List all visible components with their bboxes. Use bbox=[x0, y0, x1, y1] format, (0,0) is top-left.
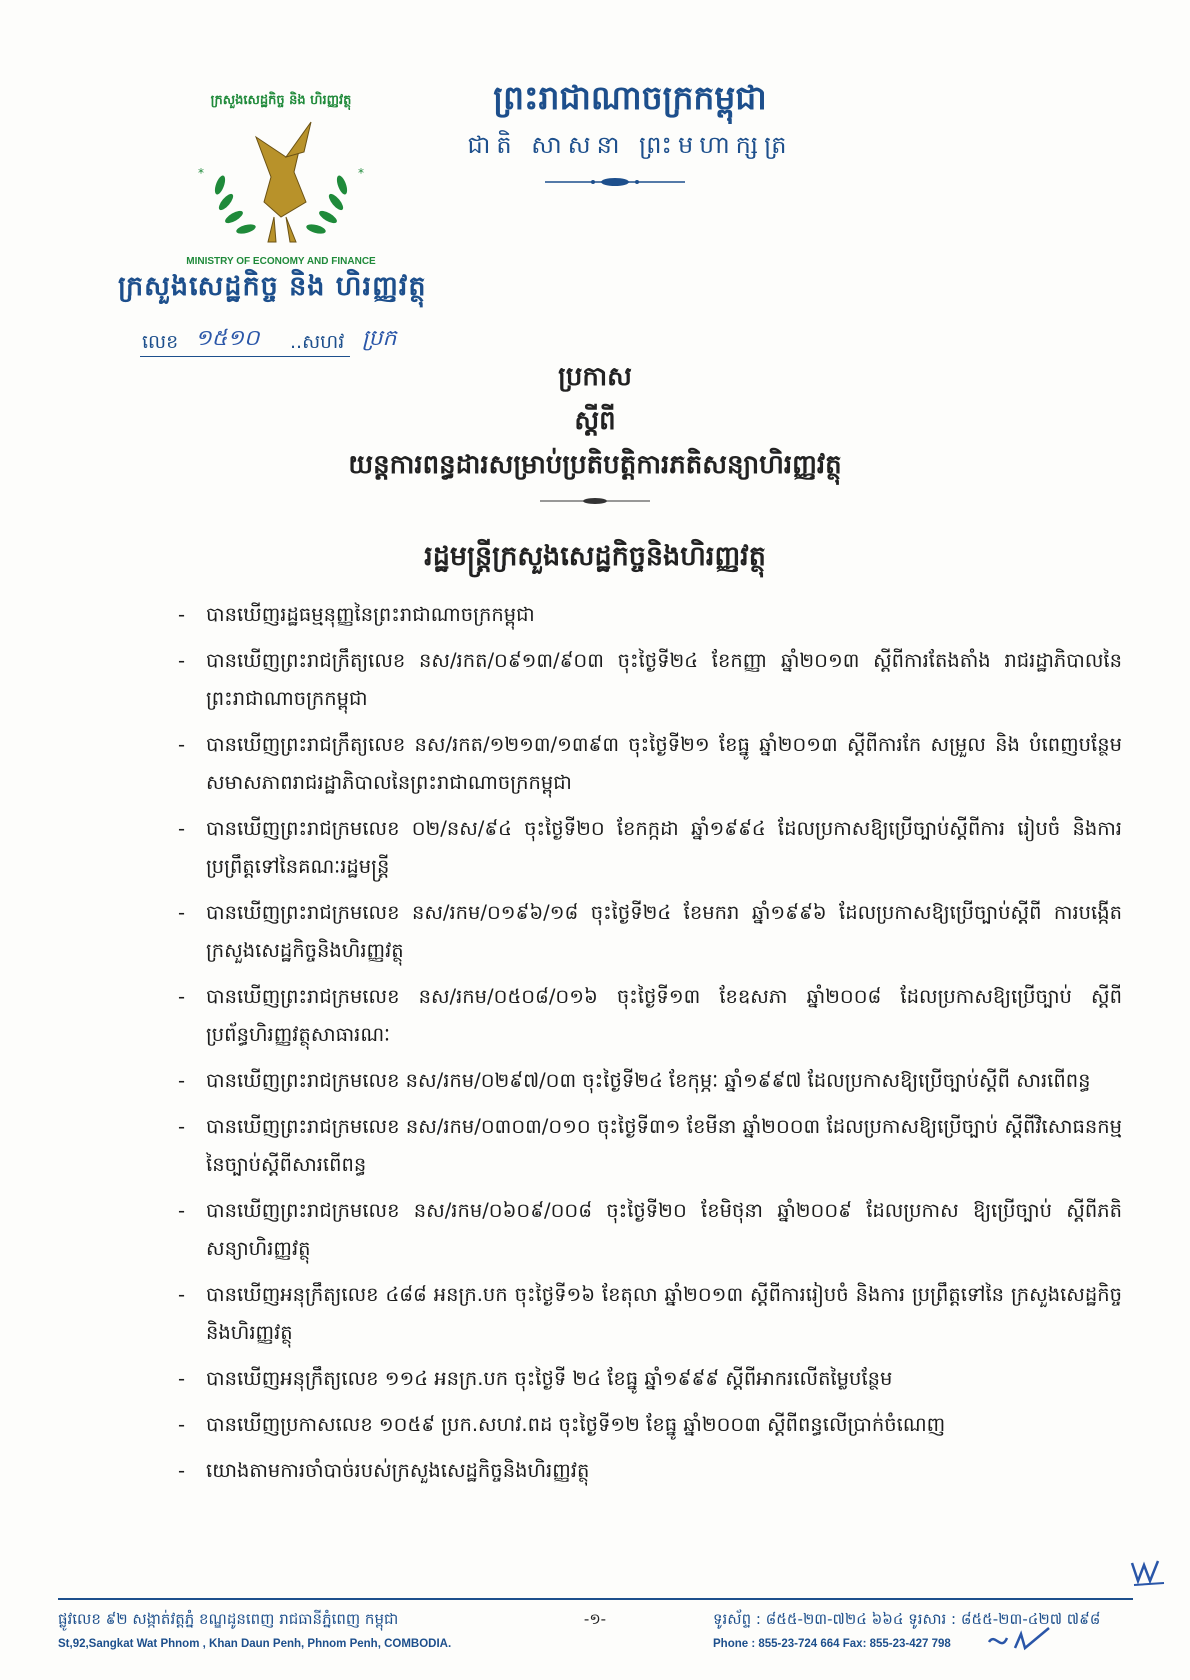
footer-address-en: St,92,Sangkat Wat Phnom , Khan Daun Penh, Phnom Penh, COMBODIA. bbox=[58, 1638, 452, 1650]
document-about: ស្តីពី bbox=[574, 406, 616, 436]
ministry-name: ក្រសួងសេដ្ឋកិច្ច និង ហិរញ្ញវត្ថុ bbox=[118, 271, 427, 302]
list-item: - បានឃើញព្រះរាជក្រមលេខ ០២/នស/៩៤ ចុះថ្ងៃទី២០ ខែកក្កដា ឆ្នាំ១៩៩៤ ដែលប្រកាសឱ្យប្រើច្បាប់ស្តីពីការ រៀបចំ និងការប្រព្រឹត្តទៅនៃគណៈរដ្ឋមន្ត្រី bbox=[178, 817, 1122, 878]
page-number: -១- bbox=[583, 1610, 607, 1628]
list-item: - បានឃើញអនុក្រឹត្យលេខ ១១៤ អនក្រ.បក ចុះថ្ងៃទី ២៤ ខែធ្នូ ឆ្នាំ១៩៩៩ ស្តីពីអាករលើតម្លៃបន្ថែម bbox=[178, 1367, 893, 1390]
handwritten-initial-icon bbox=[1128, 1555, 1168, 1589]
kingdom-title: ព្រះរាជាណាចក្រកម្ពុជា bbox=[493, 78, 767, 117]
list-item: - យោងតាមការចាំបាច់របស់ក្រសួងសេដ្ឋកិច្ចនិងហិរញ្ញវត្ថុ bbox=[178, 1459, 590, 1482]
minister-heading: រដ្ឋមន្ត្រីក្រសួងសេដ្ឋកិច្ចនិងហិរញ្ញវត្ថុ bbox=[424, 541, 766, 572]
svg-text:*: * bbox=[358, 166, 364, 180]
list-item: - បានឃើញរដ្ឋធម្មនុញ្ញនៃព្រះរាជាណាចក្រកម្ពុជា bbox=[178, 603, 535, 626]
list-item: - បានឃើញព្រះរាជក្រមលេខ នស/រកម/០៣០៣/០១០ ចុះថ្ងៃទី៣១ ខែមីនា ឆ្នាំ២០០៣ ដែលប្រកាសឱ្យប្រើច្បាប់ ស្តីពីវិសោធនកម្មនៃច្បាប់ស្តីពីសារពើពន្ធ bbox=[178, 1115, 1122, 1176]
emblem-ring-text-bottom: MINISTRY OF ECONOMY AND FINANCE bbox=[186, 256, 376, 267]
header-ornament-icon bbox=[545, 176, 685, 188]
list-item: - បានឃើញព្រះរាជក្រឹត្យលេខ នស/រកត/០៩១៣/៩០៣ ចុះថ្ងៃទី២៤ ខែកញ្ញា ឆ្នាំ២០១៣ ស្តីពីការតែងតាំង រាជរដ្ឋាភិបាលនៃព្រះរាជាណាចក្រកម្ពុជា bbox=[178, 649, 1122, 710]
legal-basis-list bbox=[172, 596, 1122, 1498]
reference-underline bbox=[140, 356, 350, 357]
footer-phone-en: Phone : 855-23-724 664 Fax: 855-23-427 798 bbox=[713, 1638, 951, 1650]
title-ornament-icon bbox=[540, 496, 650, 506]
ministry-emblem-icon bbox=[186, 82, 376, 272]
list-item: - បានឃើញព្រះរាជក្រមលេខ នស/រកម/០៥០៨/០១៦ ចុះថ្ងៃទី១៣ ខែឧសភា ឆ្នាំ២០០៨ ដែលប្រកាសឱ្យប្រើច្បាប់ ស្តីពីប្រព័ន្ធហិរញ្ញវត្ថុសាធារណៈ bbox=[178, 985, 1122, 1046]
list-item: - បានឃើញអនុក្រឹត្យលេខ ៤៨៨ អនក្រ.បក ចុះថ្ងៃទី១៦ ខែតុលា ឆ្នាំ២០១៣ ស្តីពីការរៀបចំ និងការ ប្រព្រឹត្តទៅនៃ ក្រសួងសេដ្ឋកិច្ចនិងហិរញ្ញវត្ថុ bbox=[178, 1283, 1122, 1344]
footer-address-kh: ផ្លូវលេខ ៩២ សង្កាត់វត្តភ្នំ ខណ្ឌដូនពេញ រាជធានីភ្នំពេញ កម្ពុជា bbox=[58, 1610, 399, 1628]
list-item: - បានឃើញប្រកាសលេខ ១០៥៩ ប្រក.សហវ.ពដ ចុះថ្ងៃទី១២ ខែធ្នូ ឆ្នាំ២០០៣ ស្តីពីពន្ធលើប្រាក់ចំណេញ bbox=[178, 1413, 946, 1436]
reference-number: ១៥១០ bbox=[195, 326, 260, 351]
reference-code: ប្រក bbox=[362, 326, 397, 351]
document-type-title: ប្រកាស bbox=[558, 362, 632, 392]
reference-number-line bbox=[140, 324, 440, 358]
reference-label: លេខ bbox=[142, 331, 179, 353]
footer-phone-kh: ទូរស័ព្ទ : ៨៥៥-២៣-៧២៤ ៦៦៤ ទូរសារ : ៨៥៥-២៣-៤២៧ ៧៩៨ bbox=[713, 1610, 1101, 1628]
list-item: - បានឃើញព្រះរាជក្រមលេខ នស/រកម/០១៩៦/១៨ ចុះថ្ងៃទី២៤ ខែមករា ឆ្នាំ១៩៩៦ ដែលប្រកាសឱ្យប្រើច្បាប់ស្តីពី ការបង្កើតក្រសួងសេដ្ឋកិច្ចនិងហិរញ្ញវត្ថុ bbox=[178, 901, 1122, 962]
list-item: - បានឃើញព្រះរាជក្រឹត្យលេខ នស/រកត/១២១៣/១៣៩៣ ចុះថ្ងៃទី២១ ខែធ្នូ ឆ្នាំ២០១៣ ស្តីពីការកែ សម្រួល និង បំពេញបន្ថែមសមាសភាពរាជរដ្ឋាភិបាលនៃព្រះរាជាណាចក្រកម្ពុជា bbox=[178, 733, 1122, 794]
national-motto: ជាតិ សាសនា ព្រះមហាក្សត្រ bbox=[467, 131, 793, 159]
footer-signature-icon bbox=[985, 1624, 1055, 1658]
document-subject: យន្តការពន្ធដារសម្រាប់ប្រតិបត្តិការភតិសន្យាហិរញ្ញវត្ថុ bbox=[348, 450, 842, 480]
list-item: - បានឃើញព្រះរាជក្រមលេខ នស/រកម/០៦០៩/០០៨ ចុះថ្ងៃទី២០ ខែមិថុនា ឆ្នាំ២០០៩ ដែលប្រកាស ឱ្យប្រើច្បាប់ ស្តីពីភតិសន្យាហិរញ្ញវត្ថុ bbox=[178, 1199, 1122, 1260]
reference-suffix: ..សហវ bbox=[290, 331, 345, 353]
footer-divider bbox=[58, 1598, 1133, 1600]
emblem-ring-text-top: ក្រសួងសេដ្ឋកិច្ច និង ហិរញ្ញវត្ថុ bbox=[210, 93, 352, 108]
list-item: - បានឃើញព្រះរាជក្រមលេខ នស/រកម/០២៩៧/០៣ ចុះថ្ងៃទី២៤ ខែកុម្ភៈ ឆ្នាំ១៩៩៧ ដែលប្រកាសឱ្យប្រើច្បាប់ស្តីពី សារពើពន្ធ bbox=[178, 1069, 1091, 1092]
svg-text:*: * bbox=[198, 166, 204, 180]
